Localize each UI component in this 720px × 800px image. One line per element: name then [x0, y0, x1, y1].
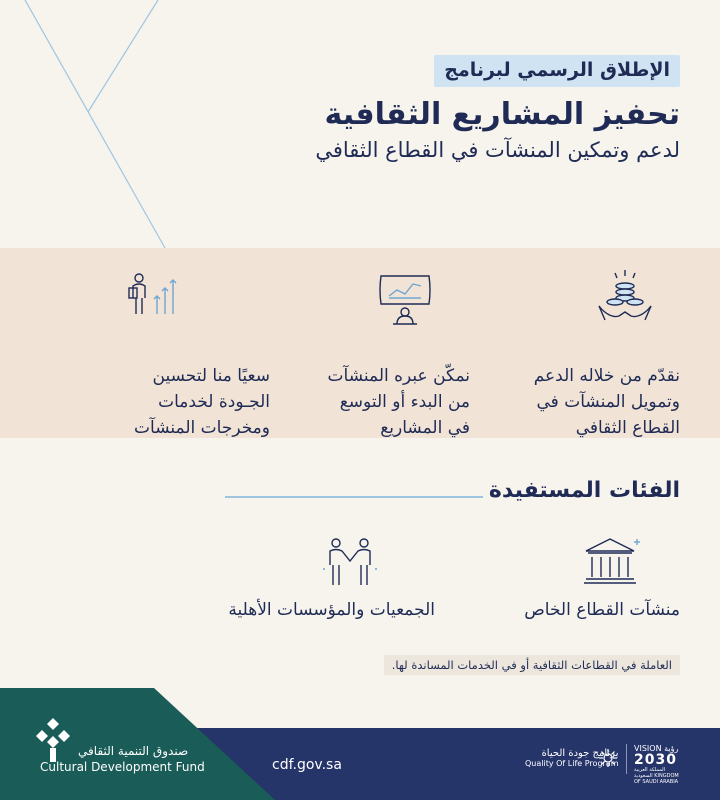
qol-arabic: برنامج جودة الحياة — [541, 748, 619, 759]
vision-label: VISION رؤية — [634, 744, 679, 753]
presentation-screen-icon — [375, 268, 435, 328]
page-subtitle: لدعم وتمكين المنشآت في القطاع الثقافي — [315, 138, 680, 162]
vision-year: 2030 — [634, 752, 677, 768]
feature-line: في المشاريع — [380, 418, 470, 438]
fund-name-english: Cultural Development Fund — [40, 760, 205, 774]
website-link[interactable]: cdf.gov.sa — [272, 757, 342, 773]
feature-text — [100, 363, 270, 441]
footer-divider — [626, 744, 627, 774]
feature-text — [510, 363, 680, 441]
coins-in-hands-icon — [595, 268, 655, 328]
vision-subtitle: المملكة العربية السعودية KINGDOM OF SAUDI ARABIA — [634, 767, 679, 785]
qol-emblem-icon — [598, 748, 618, 768]
features-band — [0, 248, 720, 438]
launch-tag: الإطلاق الرسمي لبرنامج — [434, 55, 680, 87]
feature-line: من البدء أو التوسع — [339, 392, 470, 412]
feature-line: ومخرجات المنشآت — [134, 418, 270, 438]
growth-chart-person-icon — [125, 268, 185, 328]
feature-text — [300, 363, 470, 441]
category-label: الجمعيات والمؤسسات الأهلية — [228, 600, 435, 620]
handshake-icon — [320, 535, 380, 593]
feature-line: نمكّن عبره المنشآت — [327, 366, 470, 386]
section-title: الفئات المستفيدة — [488, 478, 680, 503]
feature-line: القطاع الثقافي — [575, 418, 680, 438]
qol-english: Quality Of Life Program — [525, 759, 619, 768]
beneficiaries-note: العاملة في القطاعات الثقافية أو في الخدمات المساندة لها. — [384, 655, 680, 675]
building-icon — [582, 535, 642, 593]
header — [315, 55, 680, 162]
feature-line: الجـودة لخدمات — [158, 392, 270, 412]
category-label: منشآت القطاع الخاص — [524, 600, 680, 620]
fund-name-arabic: صندوق التنمية الثقافي — [78, 744, 189, 758]
feature-line: وتمويل المنشآت في — [536, 392, 680, 412]
feature-line: سعيًا منا لتحسين — [152, 366, 270, 386]
vision-2030-logo — [634, 744, 684, 785]
section-divider — [225, 496, 483, 498]
page-title: تحفيز المشاريع الثقافية — [324, 97, 680, 132]
cdf-logo-icon — [36, 718, 70, 762]
feature-line: نقدّم من خلاله الدعم — [533, 366, 680, 386]
